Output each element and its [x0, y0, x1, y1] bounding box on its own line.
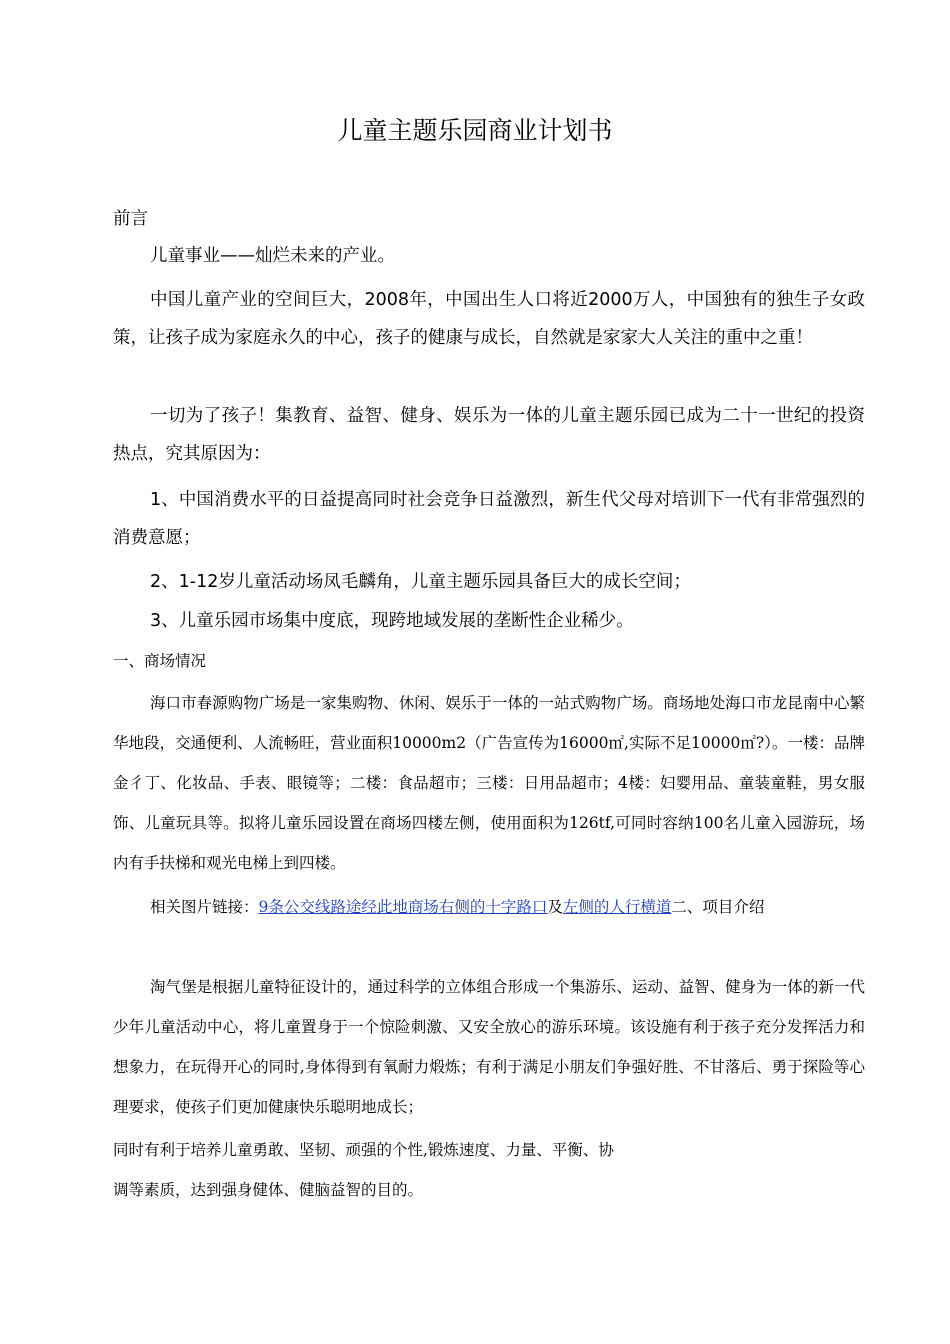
- links-middle: 及: [547, 898, 563, 916]
- links-prefix: 相关图片链接：: [150, 898, 259, 916]
- section-1-links-paragraph: [113, 887, 865, 927]
- section-2-heading: 二、项目介绍: [671, 898, 765, 916]
- preface-paragraph-1: 儿童事业——灿烂未来的产业。: [150, 246, 395, 266]
- preface-reason-3: 3、儿童乐园市场集中度底，现跨地域发展的垄断性企业稀少。: [150, 611, 634, 631]
- section-1-heading: 一、商场情况: [113, 652, 207, 670]
- preface-heading: 前言: [113, 209, 148, 229]
- preface-reason-2: 2、1-12岁儿童活动场凤毛麟角，儿童主题乐园具备巨大的成长空间；: [150, 572, 691, 592]
- section-2-body: 淘气堡是根据儿童特征设计的，通过科学的立体组合形成一个集游乐、运动、益智、健身为一体的新一代少年儿童活动中心，将儿童置身于一个惊险刺激、又安全放心的游乐环境。该设施有利于孩子充分发挥活力和想象力，在玩得开心的同时,身体得到有氧耐力煅炼；有利于满足小朋友们争强好胜、不甘落后、勇于探险等心理要求，使孩子们更加健康快乐聪明地成长；: [113, 978, 865, 1116]
- crosswalk-link[interactable]: 左侧的人行横道: [562, 898, 672, 916]
- preface-reason-1: 1、中国消费水平的日益提高同时社会竞争日益激烈，新生代父母对培训下一代有非常强烈的消费意愿；: [113, 490, 865, 548]
- document-title: 儿童主题乐园商业计划书: [337, 116, 613, 145]
- preface-paragraph-2: 中国儿童产业的空间巨大，2008年，中国出生人口将近2000万人，中国独有的独生子女政策，让孩子成为家庭永久的中心，孩子的健康与成长，自然就是家家大人关注的重中之重！: [113, 290, 865, 348]
- section-2-body-line-b: 调等素质，达到强身健体、健脑益智的目的。: [113, 1181, 424, 1199]
- bus-routes-link[interactable]: 9条公交线路途经此地商场右侧的十字路口: [258, 898, 548, 916]
- preface-paragraph-3: 一切为了孩子！集教育、益智、健身、娱乐为一体的儿童主题乐园已成为二十一世纪的投资热点，究其原因为：: [113, 406, 865, 464]
- section-1-body: 海口市春源购物广场是一家集购物、休闲、娱乐于一体的一站式购物广场。商场地处海口市龙昆南中心繁华地段，交通便利、人流畅旺，营业面积10000m2（广告宣传为16000㎡,实际不足10000㎡?）。一楼：品牌金彳丁、化妆品、手表、眼镜等；二楼：食品超市；三楼：日用品超市；4楼：妇婴用品、童装童鞋，男女服饰、儿童玩具等。拟将儿童乐园设置在商场四楼左侧，使用面积为126tf,可同时容纳100名儿童入园游玩，场内有手扶梯和观光电梯上到四楼。: [113, 694, 865, 872]
- section-2-body-line-a: 同时有利于培养儿童勇敢、坚韧、顽强的个性,锻炼速度、力量、平衡、协: [113, 1141, 614, 1159]
